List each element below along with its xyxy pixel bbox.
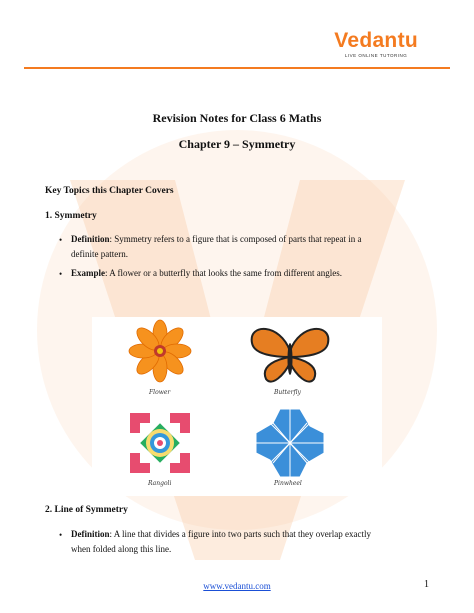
logo-wordmark: Vedantu (334, 29, 418, 52)
caption-butterfly: Butterfly (274, 389, 301, 396)
bullet-text: : A line that divides a figure into two parts such that they overlap exactly (109, 529, 371, 539)
symmetry-figure (92, 317, 382, 496)
section-heading-line-of-symmetry: 2. Line of Symmetry (45, 505, 128, 515)
bullet-dot: • (59, 269, 63, 279)
bullet-text: : A flower or a butterfly that looks the same from different angles. (105, 268, 343, 278)
rangoli-image (130, 413, 190, 473)
bullet-dot: • (59, 235, 63, 245)
bullet-dot: • (59, 530, 63, 540)
bullet-term: Definition (71, 529, 110, 539)
key-topics-heading: Key Topics this Chapter Covers (45, 186, 174, 196)
header-rule (24, 67, 450, 69)
page-number: 1 (424, 579, 429, 590)
bullet-text-cont: definite pattern. (71, 249, 128, 259)
bullet-line-definition (71, 527, 411, 557)
caption-pinwheel: Pinwheel (274, 480, 302, 487)
butterfly-image (252, 329, 329, 382)
caption-rangoli: Rangoli (148, 480, 172, 487)
flower-image (129, 320, 191, 382)
section-heading-symmetry: 1. Symmetry (45, 211, 97, 221)
symmetry-illustrations (92, 317, 382, 496)
pinwheel-image (256, 409, 324, 477)
document-title: Revision Notes for Class 6 Maths (152, 111, 322, 125)
bullet-text: : Symmetry refers to a figure that is composed of parts that repeat in a (109, 234, 362, 244)
vedantu-logo (334, 30, 418, 58)
chapter-title: Chapter 9 – Symmetry (178, 137, 296, 151)
bullet-term: Example (71, 268, 106, 278)
footer-website-link[interactable]: www.vedantu.com (203, 581, 271, 591)
bullet-definition (71, 232, 411, 262)
bullet-term: Definition (71, 234, 110, 244)
bullet-text-cont: when folded along this line. (71, 544, 172, 554)
logo-tagline: LIVE ONLINE TUTORING (344, 53, 408, 58)
caption-flower: Flower (149, 389, 171, 396)
bullet-example (71, 266, 411, 281)
